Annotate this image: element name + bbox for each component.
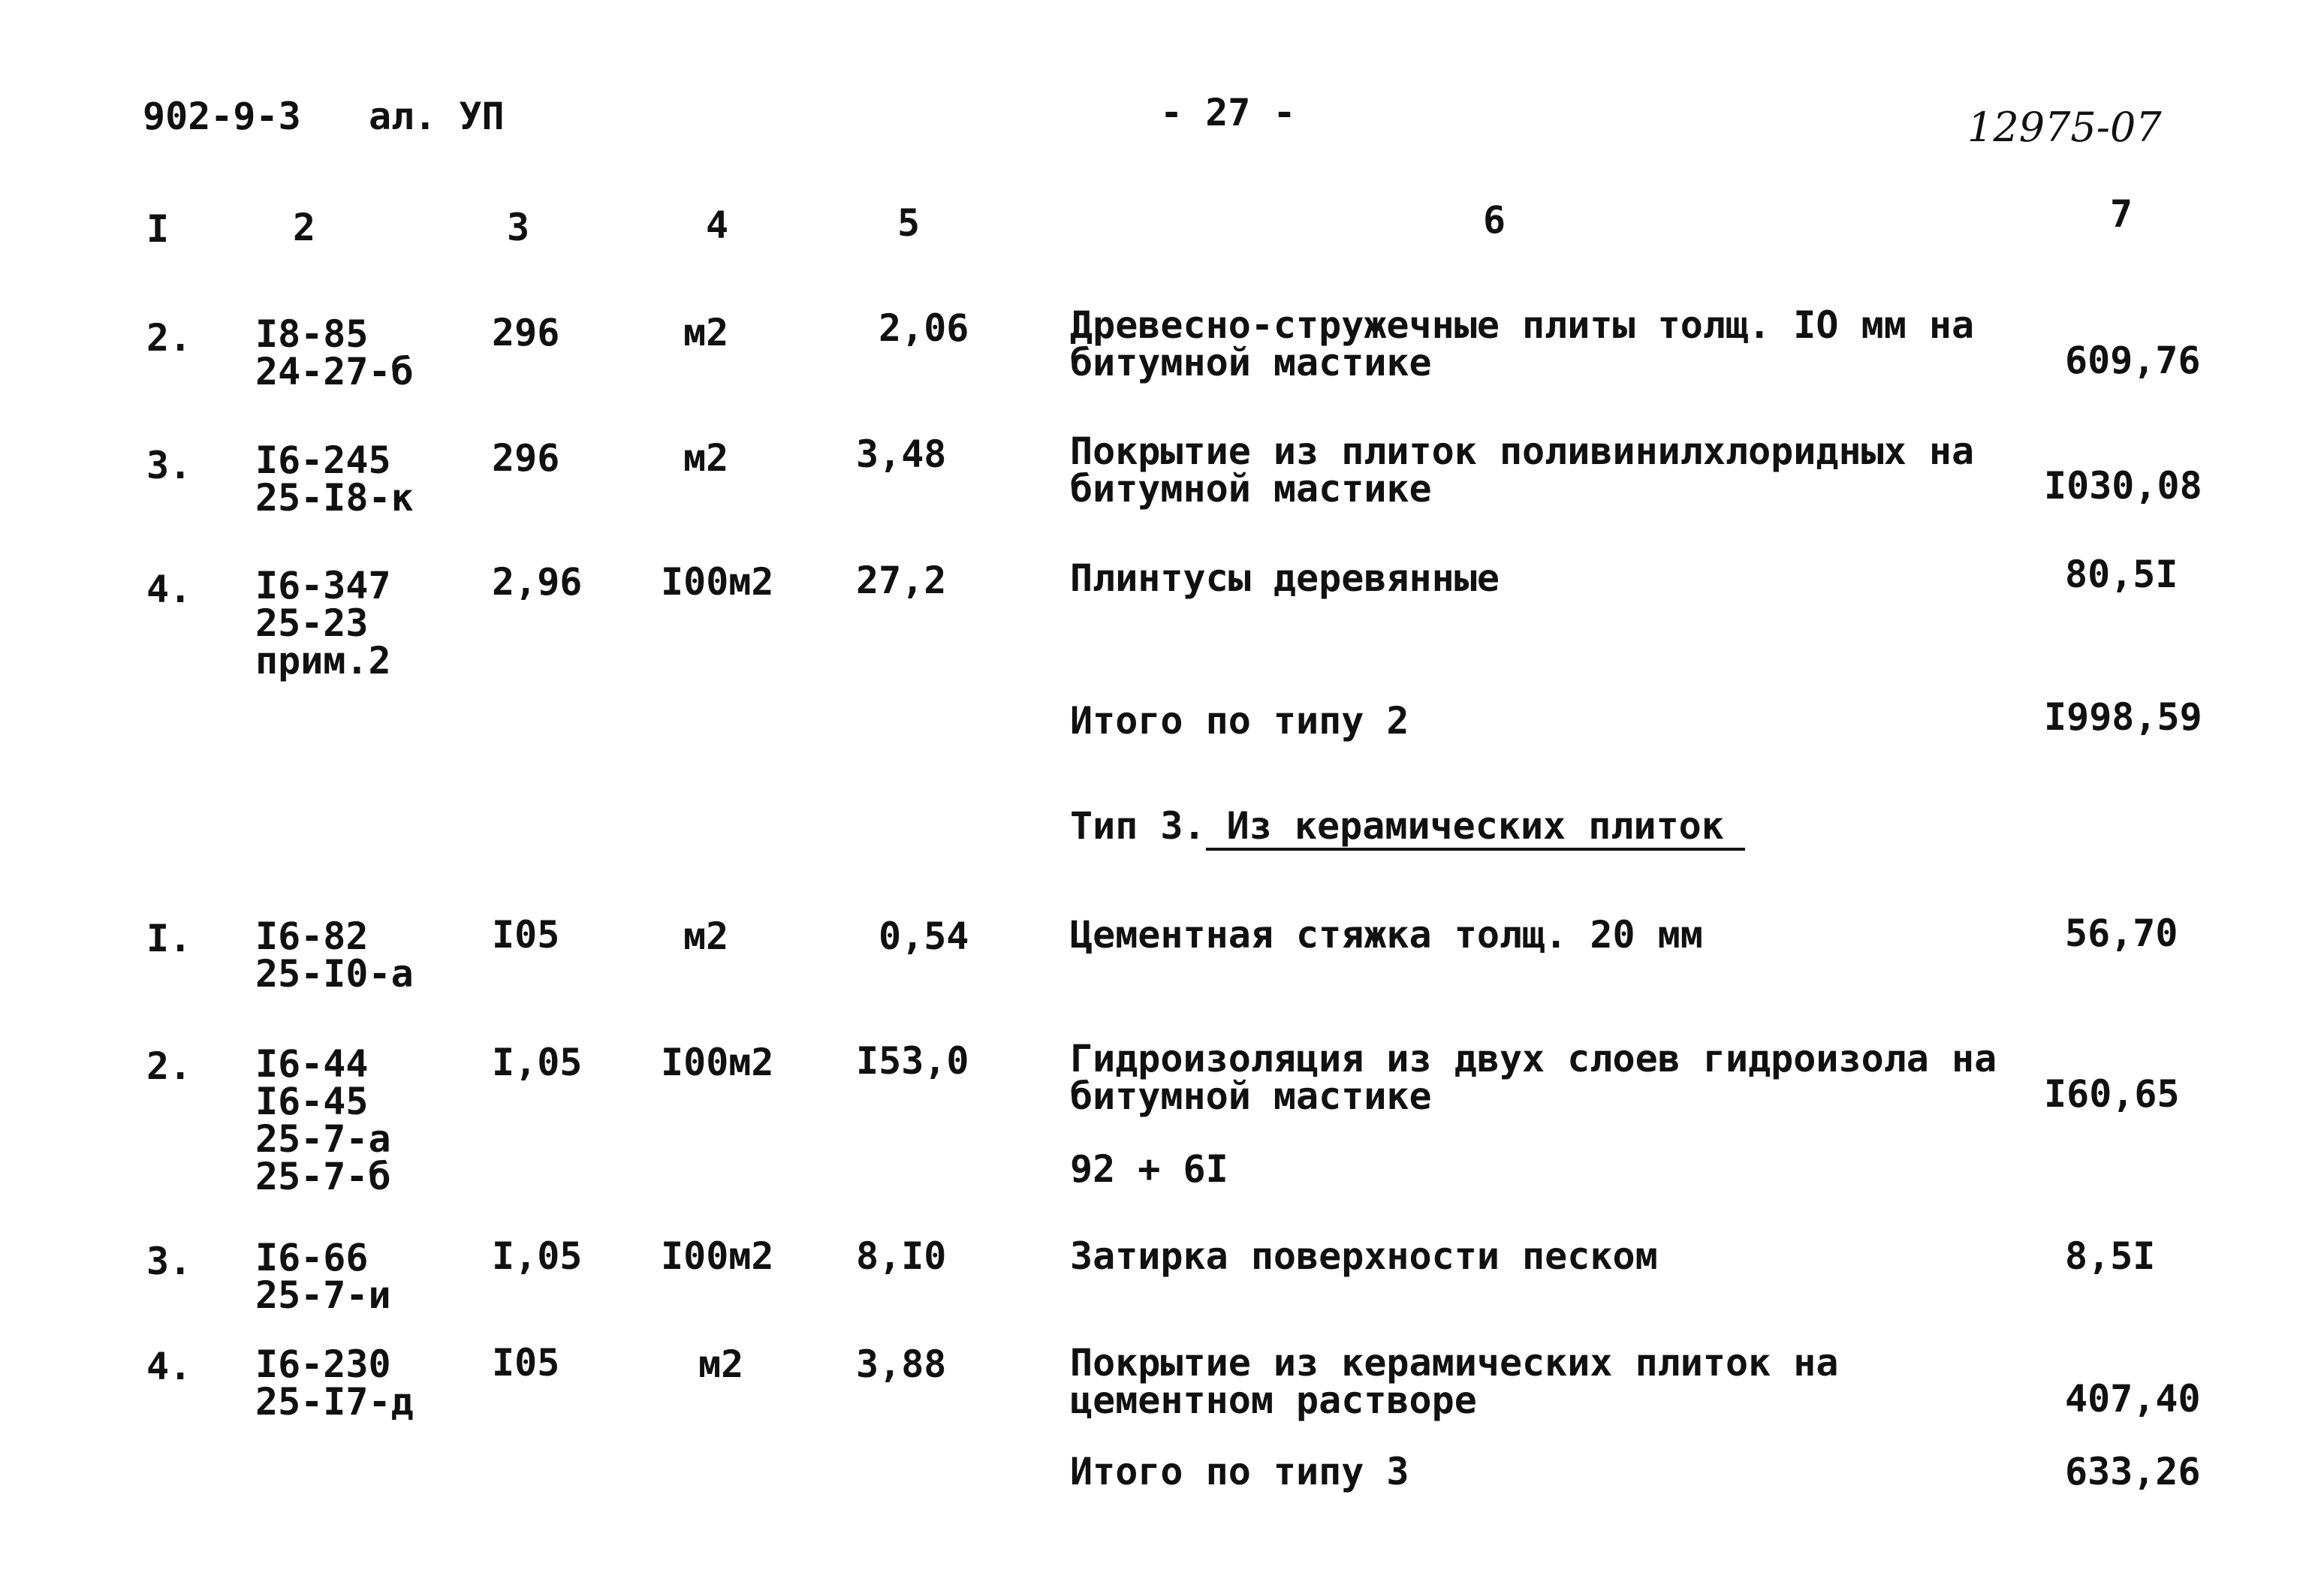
page-number: - 27 - xyxy=(1160,91,1296,134)
row-total: 407,40 xyxy=(2065,1377,2201,1421)
unit-price: 3,88 xyxy=(856,1342,947,1386)
section-prefix: Тип 3. xyxy=(1070,804,1206,848)
row-total: 56,70 xyxy=(2065,912,2178,955)
column-header-3: 3 xyxy=(507,206,530,249)
norm-code: I6-66 25-7-и xyxy=(255,1236,391,1317)
unit: I00м2 xyxy=(661,560,774,604)
unit: м2 xyxy=(683,436,729,480)
unit: м2 xyxy=(698,1342,744,1386)
work-description: Цементная стяжка толщ. 20 мм xyxy=(1070,913,1703,957)
unit-price: 8,I0 xyxy=(856,1234,947,1278)
quantity: I,05 xyxy=(492,1234,583,1278)
unit: I00м2 xyxy=(661,1041,774,1084)
norm-code: I6-230 25-I7-д xyxy=(255,1342,414,1424)
row-number: 2. xyxy=(146,1044,192,1088)
unit: м2 xyxy=(683,915,729,958)
section-title: Из керамических плиток xyxy=(1206,804,1745,851)
quantity: 296 xyxy=(492,436,560,480)
archive-number: 12975-07 xyxy=(1967,104,2162,151)
column-header-1: I xyxy=(146,207,170,251)
work-description: Покрытие из плиток поливинилхлоридных на битумной мастике xyxy=(1070,429,1975,511)
row-number: 2. xyxy=(146,316,192,360)
row-number: 3. xyxy=(146,1240,192,1283)
quantity: I05 xyxy=(492,913,560,957)
row-total: 80,5I xyxy=(2065,553,2178,596)
norm-code: I6-82 25-I0-а xyxy=(255,915,414,996)
row-total: I030,08 xyxy=(2044,464,2202,508)
unit-price: I53,0 xyxy=(856,1039,969,1083)
column-header-2: 2 xyxy=(293,206,316,249)
norm-code: I6-347 25-23 прим.2 xyxy=(255,564,391,683)
unit-price: 27,2 xyxy=(856,559,947,602)
row-number: 4. xyxy=(146,568,192,611)
work-description: Гидроизоляция из двух слоев гидроизола на битумной мастике xyxy=(1070,1037,1997,1118)
norm-code: I6-245 25-I8-к xyxy=(255,438,414,520)
unit-price: 2,06 xyxy=(879,306,969,350)
row-number: I. xyxy=(146,917,192,960)
subtotal-value: I998,59 xyxy=(2044,695,2202,739)
unit: I00м2 xyxy=(661,1234,774,1278)
unit-price: 3,48 xyxy=(856,432,947,476)
quantity: 2,96 xyxy=(492,560,583,604)
row-total: 609,76 xyxy=(2065,339,2201,382)
column-header-5: 5 xyxy=(897,201,921,245)
column-header-6: 6 xyxy=(1483,198,1506,242)
work-description: Древесно-стружечные плиты толщ. IO мм на битумной мастике xyxy=(1070,303,1975,384)
subtotal-label: Итого по типу 3 xyxy=(1070,1450,1409,1493)
quantity: I,05 xyxy=(492,1041,583,1084)
work-description: Плинтусы деревянные xyxy=(1070,556,1500,600)
quantity: 296 xyxy=(492,311,560,354)
norm-code: I6-44 I6-45 25-7-а 25-7-б xyxy=(255,1042,391,1198)
subtotal-label: Итого по типу 2 xyxy=(1070,699,1409,743)
norm-code: I8-85 24-27-б xyxy=(255,312,414,393)
unit: м2 xyxy=(683,311,729,354)
row-number: 4. xyxy=(146,1345,192,1388)
section-heading xyxy=(1070,804,1745,848)
column-header-4: 4 xyxy=(706,203,729,247)
document-code: 902-9-3 ал. УП xyxy=(143,95,505,138)
row-total: 8,5I xyxy=(2065,1234,2156,1278)
row-number: 3. xyxy=(146,444,192,487)
unit-price: 0,54 xyxy=(879,915,969,958)
row-total: I60,65 xyxy=(2044,1072,2180,1116)
work-description: Затирка поверхности песком xyxy=(1070,1234,1658,1278)
subtotal-value: 633,26 xyxy=(2065,1450,2201,1493)
quantity: I05 xyxy=(492,1341,560,1385)
calculation-note: 92 + 6I xyxy=(1070,1147,1228,1191)
work-description: Покрытие из керамических плиток на цементном растворе xyxy=(1070,1341,1839,1422)
column-header-7: 7 xyxy=(2110,192,2133,236)
